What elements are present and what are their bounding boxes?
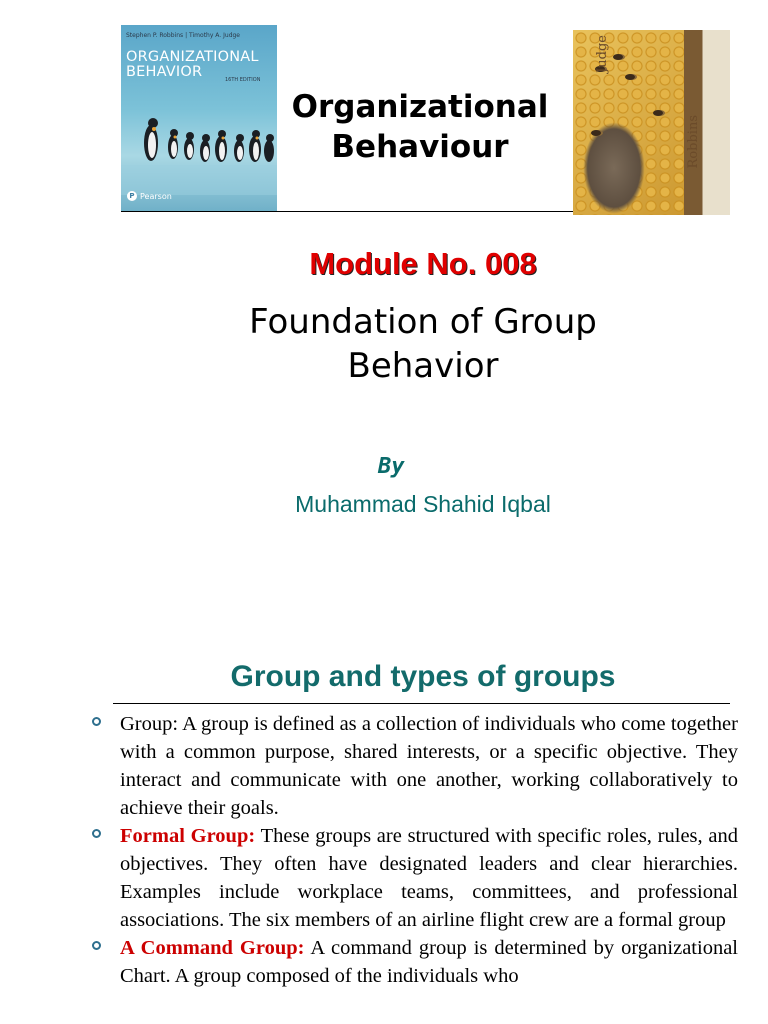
bullet-text: These groups are structured with specific roles, rules, and objectives. They often have designated leaders and clear hierarchies. Examples include workplace teams, committees, and professional associations. The six members of an airline flight crew are a formal group [120, 825, 738, 931]
section-divider [113, 703, 730, 704]
cover-right-author-1: Robbins [686, 115, 701, 169]
section-heading: Group and types of groups [230, 660, 616, 693]
header-title-line-2: Behaviour [331, 129, 509, 165]
cover-title-line-1: ORGANIZATIONAL [126, 49, 259, 65]
bullet-circle-icon [92, 829, 101, 838]
bullet-text: A command group is determined by organizational Chart. A group composed of the individuals who [120, 937, 738, 987]
cover-separator: | [185, 32, 188, 39]
cover-authors [126, 32, 240, 39]
bee-icon [653, 110, 663, 116]
cover-edition: 16TH EDITION [225, 77, 261, 83]
bee-icon [625, 74, 635, 80]
publisher-name: Pearson [140, 191, 172, 201]
list-item [92, 822, 738, 934]
by-label: By [378, 454, 405, 479]
list-item [92, 710, 738, 822]
module-number: Module No. 008 [309, 246, 537, 281]
bullet-term: A Command Group: [120, 937, 305, 959]
cover-right-author-2: Judge [595, 35, 610, 73]
module-topic-line-1: Foundation of Group [249, 302, 597, 342]
bullet-term: Formal Group: [120, 825, 256, 847]
bullet-circle-icon [92, 941, 101, 950]
cover-author-1: Stephen P. Robbins [126, 32, 184, 39]
book-cover-right [573, 30, 730, 215]
bee-icon [591, 130, 601, 136]
header-title-line-1: Organizational [291, 89, 549, 125]
header-divider [121, 211, 573, 212]
pearson-icon: P [127, 191, 137, 201]
cover-title [126, 50, 259, 80]
author-name: Muhammad Shahid Iqbal [295, 491, 551, 517]
header-title [280, 87, 560, 167]
cover-title-line-2: BEHAVIOR [126, 64, 203, 80]
bee-cluster-image [583, 122, 645, 214]
bullet-text: Group: A group is defined as a collection of individuals who come together with a common purpose, shared interests, or a specific objective. They interact and communicate with one another, working collaboratively to achieve their goals. [120, 713, 738, 819]
cover-author-2: Timothy A. Judge [189, 32, 241, 39]
module-topic [0, 300, 768, 388]
bullet-list [92, 710, 738, 990]
list-item [92, 934, 738, 990]
book-cover-left [121, 25, 277, 212]
bullet-circle-icon [92, 717, 101, 726]
publisher-logo [127, 191, 172, 201]
module-topic-line-2: Behavior [347, 346, 499, 386]
penguins-illustration [121, 85, 277, 195]
bee-icon [613, 54, 623, 60]
